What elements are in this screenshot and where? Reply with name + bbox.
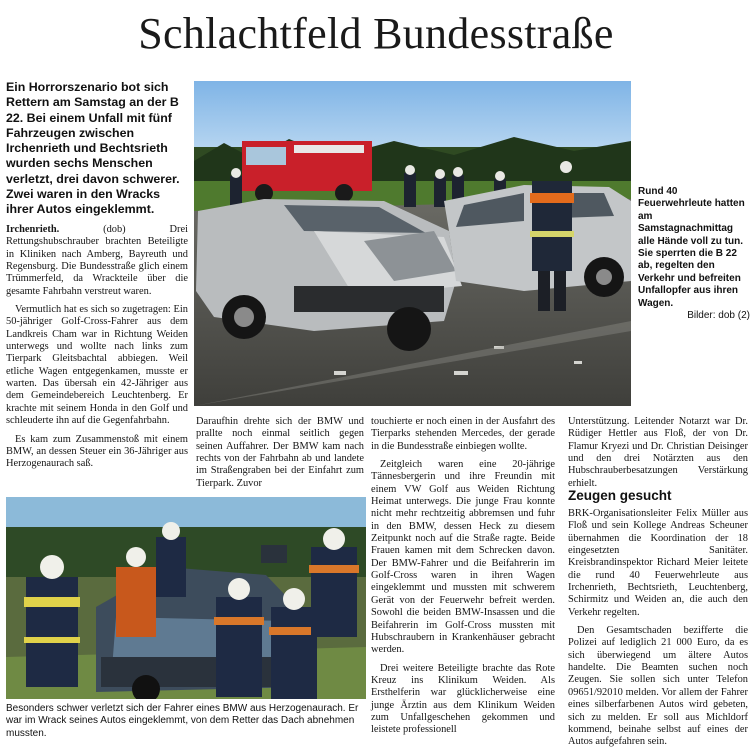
accident-photo-top-image	[194, 81, 631, 406]
photo-caption-top-text: Rund 40 Feuerwehrleute hatten am Samstagnachmittag alle Hände voll zu tun. Sie sperrten die B 22 ab, regelten den Verkehr und befreiten Unfallopfer aus ihren Wagen.	[638, 186, 745, 309]
photo-caption-top	[638, 186, 750, 322]
column-1-paragraph-1	[6, 224, 188, 298]
headline: Schlachtfeld Bundesstraße	[138, 9, 614, 58]
column-4-paragraph-1: Unterstützung. Leitender Notarzt war Dr. Rüdiger Hettler aus Floß, der von Dr. Flamur Kryezi und Dr. Christian Deisinger und den drei Notärzten aus den Hubschrauberbesatzungen Verstärkung erhielt.	[568, 416, 748, 489]
column-1-paragraph-1-text: (dob) Drei Rettungshubschrauber brachten Beteiligte in Kliniken nach Amberg, Bayreuth und Regensburg. Die Bundesstraße glich einem Trümmerfeld, da Wrackteile über die gesamte Fahrbahn verstreut waren.	[6, 224, 188, 297]
column-4-paragraph-2: BRK-Organisationsleiter Felix Müller aus Floß und sein Kollege Andreas Scheuner übernahmen die Koordination der 18 eingesetzten Sanitäter. Kreisbrandinspektor Richard Meier leitete die rund 40 Feuerwehrleute aus Irchenrieth, Bechtsrieth, Leuchtenberg, Schirmitz und Weiden an, die auch den Verkehr regelten.	[568, 508, 748, 618]
column-3-paragraph-3: Drei weitere Beteiligte brachte das Rote Kreuz ins Klinikum Weiden. Als Ersthelferin war glücklicherweise eine junge Ärztin aus dem Klinikum Weiden zum Unfallgeschehen gekommen und leistete professionell	[371, 662, 555, 736]
article-column-4-continued	[568, 508, 748, 755]
photo-caption-bottom: Besonders schwer verletzt sich der Fahrer eines BMW aus Herzogenaurach. Er war im Wrack seines Autos eingeklemmt, von dem Retter das Dach abnehmen mussten.	[6, 703, 359, 739]
column-3-paragraph-1: touchierte er noch einen in der Ausfahrt des Tierparks stehenden Mercedes, der gerade in die Bundesstraße einbiegen wollte.	[371, 416, 555, 452]
dateline: Irchenrieth.	[6, 224, 60, 235]
article-column-2	[196, 416, 364, 496]
column-4-paragraph-3: Den Gesamtschaden bezifferte die Polizei auf lediglich 21 000 Euro, da es sich überwiegend um ältere Autos handelte. Die Beamten suchen noch Zeugen. Sie sollen sich unter Telefon 09651/92010 melden. Vor allem der Fahrer eines silberfarbenen Autos wird gebeten, sich zu melden. Er soll aus Michldorf kommend, beinahe selbst auf eines der Autos aufgefahren sein.	[568, 625, 748, 748]
column-1-paragraph-2: Vermutlich hat es sich so zugetragen: Ein 50-jähriger Golf-Cross-Fahrer aus dem Landkreis Cham war in Richtung Weiden unterwegs und wollte nach links zum Tierpark Gleitsbachtal abbiegen. Weil etliche Wagen entgegenkamen, musste er warten. Das übersah ein 42-Jähriger aus dem Gemeindebereich Leuchtenberg. Er krachte mit seinem Honda in den Golf und schleuderte ihn auf die Gegenfahrbahn.	[6, 304, 188, 427]
accident-photo-top	[194, 81, 631, 406]
column-3-paragraph-2: Zeitgleich waren eine 20-jährige Tännesbergerin und ihre Freundin mit einem VW Golf aus Weiden Richtung Heimat unterwegs. Die junge Frau konnte nicht mehr rechtzeitig abbremsen und fuhr in den BMW, dessen Heck zu diesem Zeitpunkt noch auf die Straße ragte. Beide Frauen kamen mit dem Schrecken davon. Der BMW-Fahrer und die Beifahrerin im Golf-Cross waren in ihren Wagen eingeklemmt und mussten mit schwerem Gerät von der Feuerwehr befreit werden. Sowohl die beiden BMW-Insassen und die Beifahrerin im Golf-Cross mussten mit Hubschraubern in Krankenhäuser gebracht werden.	[371, 459, 555, 656]
article-column-4	[568, 416, 748, 496]
lead-paragraph: Ein Horrorszenario bot sich Rettern am Samstag an der B 22. Bei einem Unfall mit fünf Fahrzeugen zwischen Irchenrieth und Bechtsrieth wurden sechs Menschen verletzt, drei davon schwerer. Zwei waren in den Wracks ihrer Autos eingeklemmt.	[6, 80, 180, 217]
article-column-3	[371, 416, 555, 743]
column-2-paragraph-1: Daraufhin drehte sich der BMW und prallte noch einmal seitlich gegen seinen Auffahrer. Der BMW kam nach rechts von der Fahrbahn ab und landete im Straßengraben bei der Einfahrt zum Tierpark. Zuvor	[196, 416, 364, 489]
column-1-paragraph-3: Es kam zum Zusammenstoß mit einem BMW, an dessen Steuer ein 36-Jähriger aus Herzogenaurach saß.	[6, 433, 188, 470]
accident-photo-bottom	[6, 497, 366, 699]
photo-credit: Bilder: dob (2)	[687, 310, 750, 322]
article-column-1	[6, 224, 188, 477]
accident-photo-bottom-image	[6, 497, 366, 699]
subheading-zeugen-gesucht: Zeugen gesucht	[568, 488, 672, 503]
